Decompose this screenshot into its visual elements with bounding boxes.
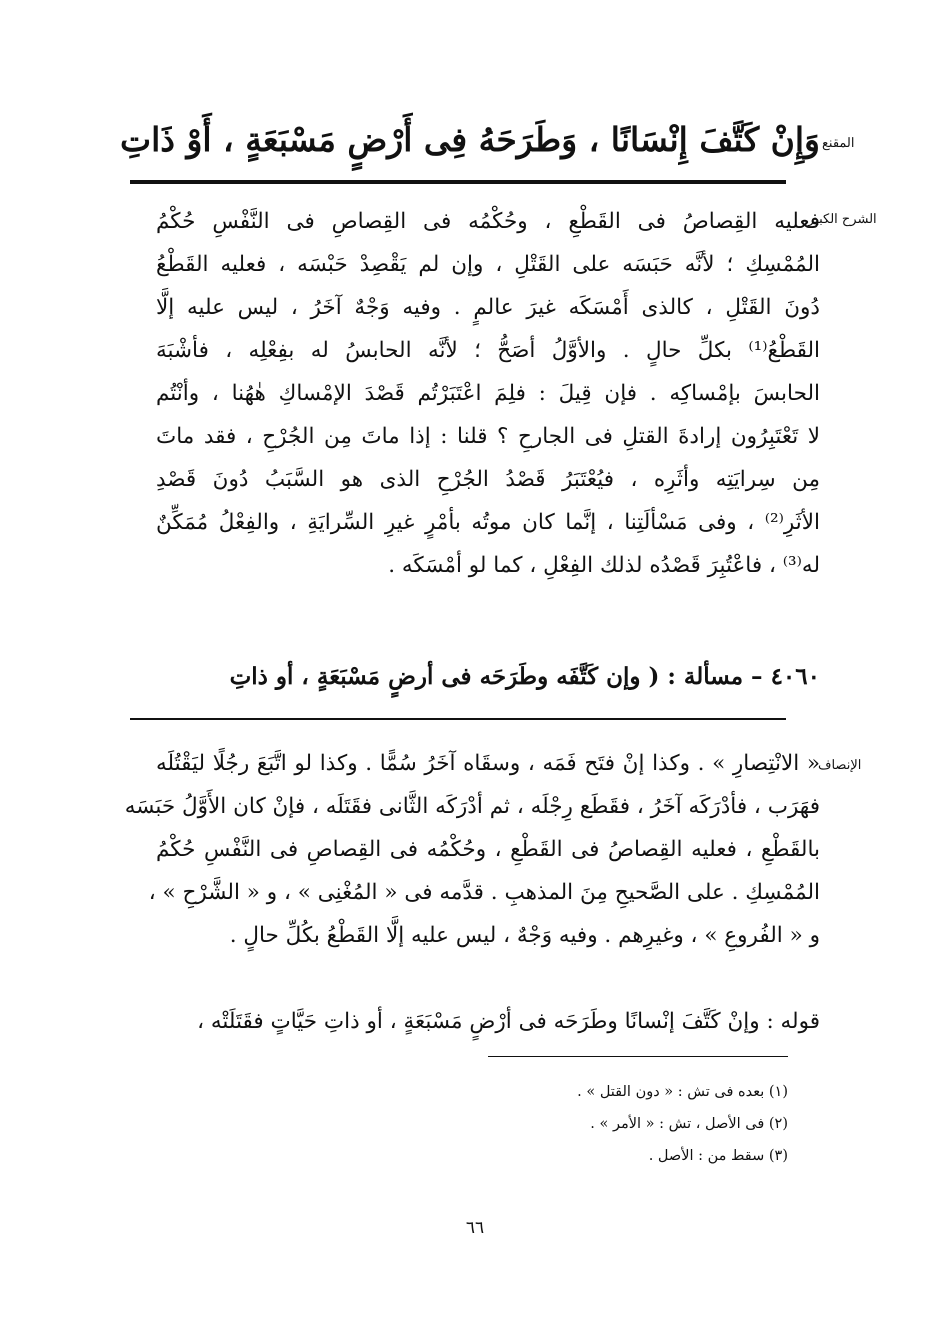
- footnote: (٢) فى الأصل ، تش : « الأمر » .: [590, 1116, 788, 1132]
- matn-divider: [130, 180, 786, 184]
- insaf-line: « الانْتِصارِ » . وكذا إنْ فتَح فَمَه ، وسقَاه آخَرُ سُمًّا . وكذا لو اتَّبَعَ رجُلًا ليَقْتُلَه: [156, 751, 820, 776]
- sharh-block: [156, 200, 820, 587]
- sharh-line: الأثَرِ⁽²⁾ ، وفى مَسْألَتِنا ، إنَّما كان موتُه بأمْرٍ غيرِ السِّرايَةِ ، والفِعْلُ مُمَكِّنٌ: [156, 510, 820, 535]
- sharh-label: الشرح الكبير: [808, 212, 877, 227]
- sharh-line: الحابسَ بإمْساكِه . فإن قِيلَ : فلِمَ اعْتَبَرْتُم قَصْدَ الإمْساكِ هٰهُنا ، وأنْتُم: [156, 381, 820, 406]
- footnote: (٣) سقط من : الأصل .: [648, 1148, 788, 1164]
- sharh-insaf-divider: [130, 718, 786, 720]
- footnote: (١) بعده فى تش : « دون القتل » .: [577, 1084, 788, 1100]
- page-number: ٦٦: [465, 1218, 485, 1238]
- sharh-line: القَطْعُ⁽¹⁾ بكلِّ حالٍ . والأوَّلُ أصَحُّ ؛ لأنَّه الحابسُ له بفِعْلِه ، فأشْبَهَ: [156, 338, 820, 363]
- insaf-line: و « الفُروعِ » ، وغيرِهم . وفيه وَجْهٌ ، ليس عليه إلَّا القَطْعُ بكُلِّ حالٍ .: [229, 923, 820, 948]
- insaf-label: الإنصاف: [818, 758, 862, 773]
- sharh-line: دُونَ القَتْلِ ، كالذى أَمْسَكَه غيرَ عالمٍ . وفيه وَجْهٌ آخَرُ ، ليس عليه إلَّا: [156, 295, 820, 320]
- insaf-block: [124, 742, 820, 957]
- sharh-line: المُمْسِكِ ؛ لأنَّه حَبَسَه على القَتْلِ ، وإن لم يَقْصِدْ حَبْسَه ، فعليه القَطْعُ: [156, 252, 820, 277]
- sharh-line: فعليه القِصاصُ فى القَطْعِ ، وحُكْمُه فى القِصاصِ فى النَّفْسِ حُكْمُ: [156, 209, 820, 234]
- sharh-line: له⁽³⁾ ، فاعْتُبِرَ قَصْدُه لذلك الفِعْلِ ، كما لو أمْسَكَه .: [388, 553, 820, 578]
- sharh-line: لا تَعْتَبِرُون إرادةَ القتلِ فى الجارحِ ؟ قلنا : إذا ماتَ مِن الجُرْحِ ، فقد ماتَ: [156, 424, 820, 449]
- footnote-divider: [488, 1056, 788, 1057]
- muqni-label: المقنع: [822, 136, 855, 151]
- matn-text: وَإِنْ كَتَّفَ إِنْسَانًا ، وَطَرَحَهُ فِى أَرْضٍ مَسْبَعَةٍ ، أَوْ ذَاتِ: [120, 120, 820, 159]
- qawl-line: قوله : وإنْ كَتَّفَ إنْسانًا وطَرَحَه فى أرْضٍ مَسْبَعَةٍ ، أو ذاتِ حَيَّاتٍ فقَتَلَتْه ،: [197, 1009, 820, 1034]
- insaf-line: بالقَطْعِ ، فعليه القِصاصُ فى القَطْعِ ، وحُكْمُه فى القِصاصِ فى النَّفْسِ حُكْمُ: [156, 837, 820, 862]
- insaf-line: فهَرَب ، فأدْرَكَه آخَرُ ، فقَطَع رِجْلَه ، ثم أدْرَكَه الثَّانى فقَتَلَه ، فإنْ كان الأَوَّلُ حَبَسَه: [124, 794, 820, 819]
- sharh-line: مِن سِرايَتِه وأثَرِه ، فيُعْتَبَرُ قَصْدُ الجُرْحِ الذى هو السَّبَبُ دُونَ قَصْدِ: [156, 467, 820, 492]
- insaf-line: المُمْسِكِ . على الصَّحيحِ مِنَ المذهبِ . قدَّمه فى « المُغْنِى » ، و « الشَّرْحِ » ،: [148, 880, 820, 905]
- masala-heading: ٤٠٦٠ – مسألة : ( وإن كَتَّفَه وطَرَحَه فى أرضٍ مَسْبَعَةٍ ، أو ذاتِ: [229, 663, 820, 690]
